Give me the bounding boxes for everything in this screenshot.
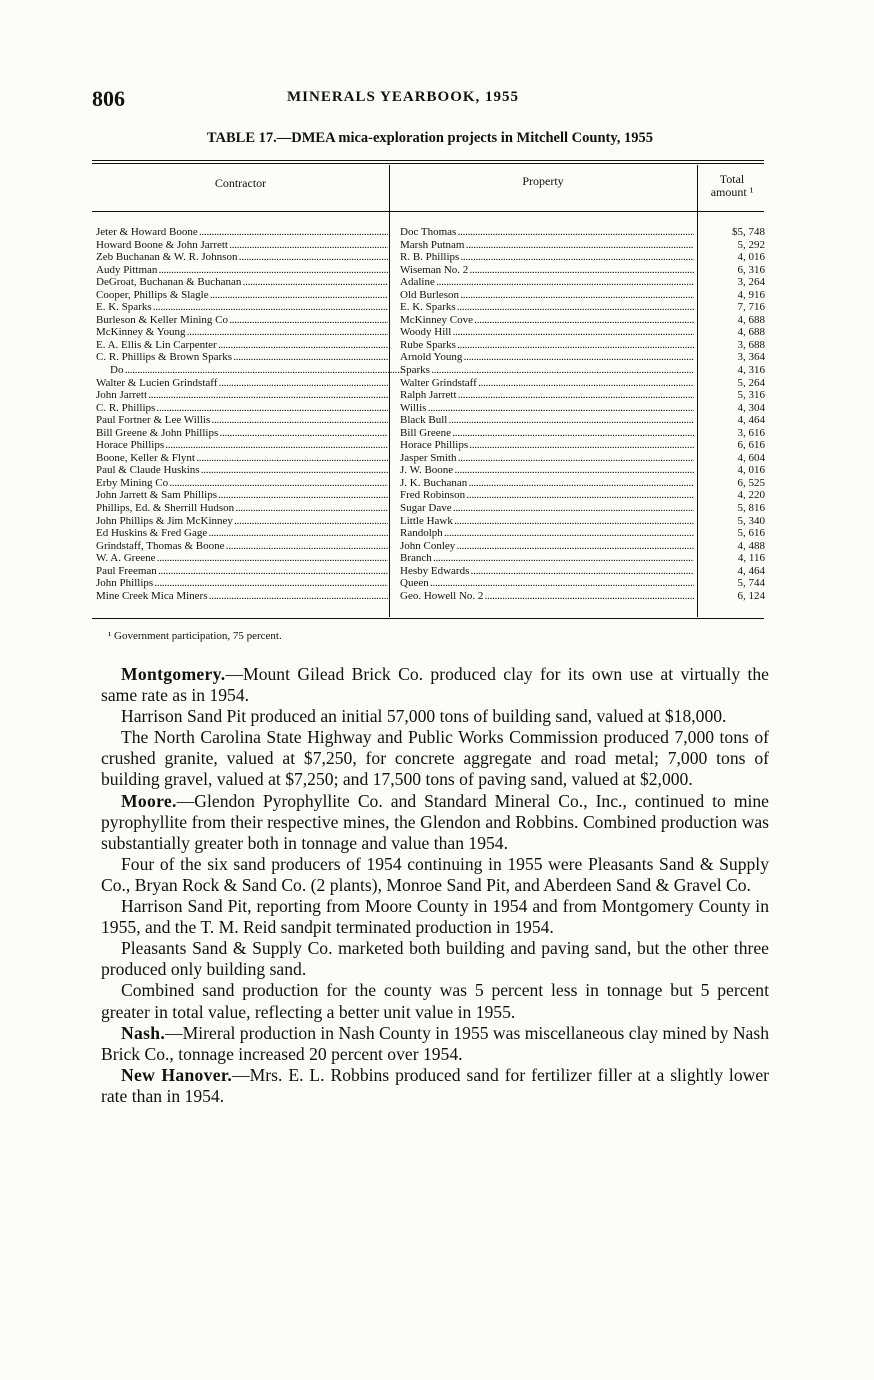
page-number: 806 xyxy=(92,86,125,111)
table-row xyxy=(92,439,768,452)
property-cell: Randolph . . . xyxy=(400,527,694,540)
amount-cell: 4, 220 xyxy=(737,489,765,502)
property-cell: J. W. Boone . . . xyxy=(400,464,694,477)
paragraph xyxy=(101,896,769,938)
table-body xyxy=(92,226,768,602)
contractor-cell: Audy Pittman . . . xyxy=(96,264,388,277)
paragraph-text: The North Carolina State Highway and Public Works Commission produced 7,000 tons of crushed granite, valued at $7,250, for concrete aggregate and road metal; 7,000 tons of building gravel, valued at $7,250; and 17,500 tons of paving sand, valued at $2,000. xyxy=(101,727,769,790)
contractor-cell: Burleson & Keller Mining Co . . . xyxy=(96,314,388,327)
paragraph-text: Harrison Sand Pit produced an initial 57,000 tons of building sand, valued at $18,000. xyxy=(121,706,727,727)
paragraph xyxy=(101,664,769,706)
amount-cell: 4, 116 xyxy=(737,552,765,565)
amount-cell: 5, 316 xyxy=(737,389,765,402)
contractor-cell: Do . . . xyxy=(96,364,402,377)
paragraph-text: —Mireral production in Nash County in 1955 was miscellaneous clay mined by Nash Brick Co., tonnage increased 20 percent over 1954. xyxy=(101,1022,769,1064)
table-row xyxy=(92,402,768,415)
page-header xyxy=(92,86,768,112)
contractor-cell: Grindstaff, Thomas & Boone . . . xyxy=(96,540,388,553)
table-row xyxy=(92,577,768,590)
amount-cell: 6, 124 xyxy=(737,589,765,602)
paragraph-text: —Mount Gilead Brick Co. produced clay for its own use at virtually the same rate as in 1954. xyxy=(101,664,769,706)
running-head: MINERALS YEARBOOK, 1955 xyxy=(287,89,520,105)
paragraph-text: Harrison Sand Pit, reporting from Moore County in 1954 and from Montgomery County in 1955, and the T. M. Reid sandpit terminated production in 1954. xyxy=(101,896,769,938)
amount-cell: 5, 264 xyxy=(737,376,765,389)
contractor-cell: W. A. Greene . . . xyxy=(96,552,388,565)
amount-cell: 3, 616 xyxy=(737,426,765,439)
paragraph-text: Four of the six sand producers of 1954 continuing in 1955 were Pleasants Sand & Supply Co., Bryan Rock & Sand Co. (2 plants), Monroe Sand Pit, and Aberdeen Sand & Gravel Co. xyxy=(101,853,769,895)
table-row xyxy=(92,289,768,302)
amount-cell: 4, 316 xyxy=(737,364,765,377)
property-cell: Queen . . . xyxy=(400,577,694,590)
contractor-cell: John Phillips . . . xyxy=(96,577,388,590)
amount-cell: 7, 716 xyxy=(737,301,765,314)
amount-cell: 4, 604 xyxy=(737,451,765,464)
contractor-cell: John Jarrett . . . xyxy=(96,389,388,402)
column-header-total-line1: Total xyxy=(719,172,745,186)
table-row xyxy=(92,389,768,402)
property-cell: John Conley . . . xyxy=(400,540,694,553)
amount-cell: 5, 340 xyxy=(737,514,765,527)
property-cell: Woody Hill . . . xyxy=(400,326,694,339)
table-footnote: ¹ Government participation, 75 percent. xyxy=(108,630,282,642)
table-row xyxy=(92,276,768,289)
property-cell: Sugar Dave . . . xyxy=(400,502,694,515)
table-top-rule-inner xyxy=(92,163,764,164)
property-cell: Bill Greene . . . xyxy=(400,427,694,440)
table-title: TABLE 17.—DMEA mica-exploration projects in Mitchell County, 1955 xyxy=(206,130,654,146)
property-cell: Branch . . . xyxy=(400,552,694,565)
body-text xyxy=(101,664,769,1107)
paragraph-text: Combined sand production for the county was 5 percent less in tonnage but 5 percent greater in total value, reflecting a better unit value in 1955. xyxy=(101,980,769,1022)
paragraph xyxy=(101,938,769,980)
section-lead: New Hanover. xyxy=(121,1064,233,1085)
table-top-rule xyxy=(92,160,764,161)
contractor-cell: C. R. Phillips & Brown Sparks . . . xyxy=(96,351,388,364)
amount-cell: 3, 364 xyxy=(737,351,765,364)
table-row xyxy=(92,552,768,565)
table-row xyxy=(92,351,768,364)
paragraph-text: Pleasants Sand & Supply Co. marketed both building and paving sand, but the other three produced only building sand. xyxy=(101,938,769,980)
paragraph xyxy=(101,854,769,896)
property-cell: Hesby Edwards . . . xyxy=(400,565,694,578)
amount-cell: 4, 916 xyxy=(737,288,765,301)
contractor-cell: Cooper, Phillips & Slagle . . . xyxy=(96,289,388,302)
property-cell: Black Bull . . . xyxy=(400,414,694,427)
column-header-property: Property xyxy=(522,174,564,188)
property-cell: Fred Robinson . . . xyxy=(400,489,694,502)
paragraph xyxy=(101,791,769,854)
paragraph xyxy=(101,980,769,1022)
contractor-cell: E. K. Sparks . . . xyxy=(96,301,388,314)
table-row xyxy=(92,326,768,339)
property-cell: McKinney Cove . . . xyxy=(400,314,694,327)
paragraph xyxy=(101,727,769,790)
amount-cell: 4, 488 xyxy=(737,539,765,552)
property-cell: Marsh Putnam . . . xyxy=(400,239,694,252)
column-header-total-line2: amount ¹ xyxy=(710,185,754,199)
amount-cell: 5, 744 xyxy=(737,577,765,590)
column-header-contractor: Contractor xyxy=(214,176,267,190)
property-cell: Willis . . . xyxy=(400,402,694,415)
contractor-cell: Horace Phillips . . . xyxy=(96,439,388,452)
table-row xyxy=(92,301,768,314)
table-row xyxy=(92,264,768,277)
table-row xyxy=(92,364,768,377)
property-cell: Horace Phillips . . . xyxy=(400,439,694,452)
property-cell: Old Burleson . . . xyxy=(400,289,694,302)
contractor-cell: Paul Fortner & Lee Willis . . . xyxy=(96,414,388,427)
table-row xyxy=(92,502,768,515)
table-row xyxy=(92,452,768,465)
property-cell: J. K. Buchanan . . . xyxy=(400,477,694,490)
paragraph xyxy=(101,706,769,727)
property-cell: Arnold Young . . . xyxy=(400,351,694,364)
table-header-rule xyxy=(92,211,764,212)
property-cell: Walter Grindstaff . . . xyxy=(400,377,694,390)
amount-cell: 4, 688 xyxy=(737,326,765,339)
contractor-cell: Mine Creek Mica Miners . . . xyxy=(96,590,388,603)
amount-cell: 4, 304 xyxy=(737,401,765,414)
table-bottom-rule xyxy=(92,618,764,619)
table-row xyxy=(92,464,768,477)
amount-cell: 4, 464 xyxy=(737,414,765,427)
contractor-cell: Phillips, Ed. & Sherrill Hudson . . . xyxy=(96,502,388,515)
table-row xyxy=(92,339,768,352)
contractor-cell: Jeter & Howard Boone . . . xyxy=(96,226,388,239)
table-row xyxy=(92,377,768,390)
amount-cell: 3, 264 xyxy=(737,276,765,289)
table-row xyxy=(92,239,768,252)
amount-cell: 6, 316 xyxy=(737,263,765,276)
contractor-cell: Boone, Keller & Flynt . . . xyxy=(96,452,388,465)
amount-cell: $5, 748 xyxy=(732,226,765,238)
amount-cell: 6, 525 xyxy=(737,476,765,489)
amount-cell: 4, 016 xyxy=(737,464,765,477)
contractor-cell: DeGroat, Buchanan & Buchanan . . . xyxy=(96,276,388,289)
contractor-cell: Howard Boone & John Jarrett . . . xyxy=(96,239,388,252)
table-row xyxy=(92,314,768,327)
amount-cell: 5, 616 xyxy=(737,527,765,540)
table-row xyxy=(92,226,768,239)
property-cell: Doc Thomas . . . xyxy=(400,226,694,239)
column-header-total xyxy=(697,173,767,199)
property-cell: R. B. Phillips . . . xyxy=(400,251,694,264)
amount-cell: 4, 016 xyxy=(737,251,765,264)
amount-cell: 4, 688 xyxy=(737,313,765,326)
paragraph-text: —Glendon Pyrophyllite Co. and Standard Mineral Co., Inc., continued to mine pyrophyllite from their respective mines, the Glendon and Robbins. Combined production was substantially greater both in tonnage and value than 1954. xyxy=(101,790,769,853)
table-row xyxy=(92,414,768,427)
property-cell: Wiseman No. 2 . . . xyxy=(400,264,694,277)
property-cell: Ralph Jarrett . . . xyxy=(400,389,694,402)
table-row xyxy=(92,515,768,528)
contractor-cell: C. R. Phillips . . . xyxy=(96,402,388,415)
contractor-cell: John Jarrett & Sam Phillips . . . xyxy=(96,489,388,502)
contractor-cell: E. A. Ellis & Lin Carpenter . . . xyxy=(96,339,388,352)
property-cell: Jasper Smith . . . xyxy=(400,452,694,465)
amount-cell: 5, 816 xyxy=(737,502,765,515)
paragraph xyxy=(101,1065,769,1107)
paragraph-text: —Mrs. E. L. Robbins produced sand for fertilizer filler at a slightly lower rate than in 1954. xyxy=(101,1064,769,1106)
table-row xyxy=(92,477,768,490)
contractor-cell: Zeb Buchanan & W. R. Johnson . . . xyxy=(96,251,388,264)
amount-cell: 6, 616 xyxy=(737,439,765,452)
contractor-cell: Bill Greene & John Phillips . . . xyxy=(96,427,388,440)
table-row xyxy=(92,540,768,553)
section-lead: Montgomery. xyxy=(121,664,226,684)
paragraph xyxy=(101,1023,769,1065)
contractor-cell: Ed Huskins & Fred Gage . . . xyxy=(96,527,388,540)
contractor-cell: Paul Freeman . . . xyxy=(96,565,388,578)
property-cell: Geo. Howell No. 2 . . . xyxy=(400,590,694,603)
contractor-cell: John Phillips & Jim McKinney . . . xyxy=(96,515,388,528)
property-cell: E. K. Sparks . . . xyxy=(400,301,694,314)
property-cell: Adaline . . . xyxy=(400,276,694,289)
contractor-cell: McKinney & Young . . . xyxy=(96,326,388,339)
contractor-cell: Paul & Claude Huskins . . . xyxy=(96,464,388,477)
amount-cell: 3, 688 xyxy=(737,338,765,351)
table-row xyxy=(92,590,768,603)
property-cell: Rube Sparks . . . xyxy=(400,339,694,352)
contractor-cell: Erby Mining Co . . . xyxy=(96,477,388,490)
section-lead: Moore. xyxy=(121,790,177,811)
property-cell: Little Hawk . . . xyxy=(400,515,694,528)
contractor-cell: Walter & Lucien Grindstaff . . . xyxy=(96,377,388,390)
table-row xyxy=(92,565,768,578)
table-row xyxy=(92,251,768,264)
property-cell: Sparks . . . xyxy=(400,364,694,377)
table-row xyxy=(92,489,768,502)
table-row xyxy=(92,427,768,440)
amount-cell: 5, 292 xyxy=(737,238,765,251)
section-lead: Nash. xyxy=(121,1022,166,1043)
amount-cell: 4, 464 xyxy=(737,564,765,577)
table-row xyxy=(92,527,768,540)
